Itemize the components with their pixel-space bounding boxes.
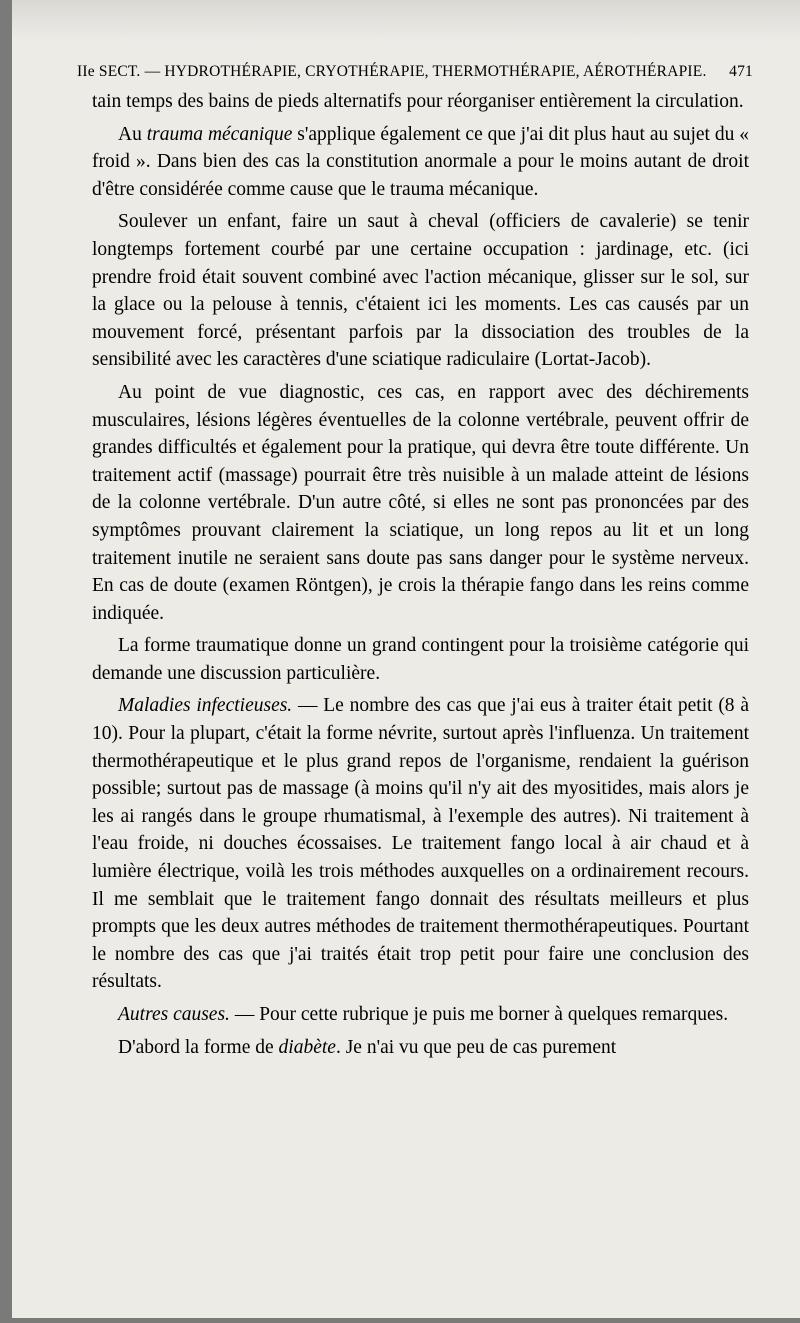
emphasis: trauma mécanique bbox=[146, 123, 293, 145]
emphasis: Autres causes. bbox=[118, 1004, 230, 1025]
paragraph-text: Au bbox=[118, 123, 147, 145]
paragraph bbox=[92, 88, 749, 116]
paragraph bbox=[92, 121, 749, 204]
running-header bbox=[77, 63, 753, 81]
section-title: IIe SECT. — HYDROTHÉRAPIE, CRYOTHÉRAPIE, THERMOTHÉRAPIE, AÉROTHÉRAPIE. bbox=[77, 63, 707, 80]
paragraph bbox=[92, 692, 749, 996]
paragraph-text: Soulever un enfant, faire un saut à cheval (officiers de cavalerie) se tenir longtemps fortement courbé par une certaine occupation : jardinage, etc. (ici prendre froid était souvent combiné avec l'action mécanique, glisser sur le sol, sur la glace ou la pelouse à tennis, c'étaient ici les moments. Les cas causés par un mouvement forcé, présentant parfois par la dissociation des troubles de la sensibilité avec les caractères d'une sciatique radiculaire (Lortat-Jacob). bbox=[92, 211, 749, 371]
page-shadow bbox=[12, 0, 800, 40]
paragraph bbox=[92, 632, 749, 687]
paragraph bbox=[92, 208, 749, 374]
page-number: 471 bbox=[729, 63, 753, 80]
paragraph-text: Au point de vue diagnostic, ces cas, en rapport avec des déchirements musculaires, lésions légères éventuelles de la colonne vertébrale, peuvent offrir de grandes difficultés et également pour la pratique, qui devra être toute différente. Un traitement actif (massage) pourrait être très nuisible à un malade atteint de lésions de la colonne vertébrale. D'un autre côté, si elles ne sont pas prononcées par des symptômes prouvant clairement la sciatique, un long repos au lit et un long traitement inutile ne seraient sans doute pas sans danger pour le système nerveux. En cas de doute (examen Röntgen), je crois la thérapie fango dans les reins comme indiquée. bbox=[92, 381, 749, 624]
paragraph-text: — Le nombre des cas que j'ai eus à traiter était petit (8 à 10). Pour la plupart, c'était la forme névrite, surtout après l'influenza. Un traitement thermothérapeutique et le plus grand repos de l'organisme, rendaient la guérison possible; surtout pas de massage (à moins qu'il n'y ait des myositides, mais alors je les ai rangés dans le groupe rhumatismal, à l'exemple des autres). Ni traitement à l'eau froide, ni douches écossaises. Le traitement fango local à air chaud et à lumière électrique, voilà les trois méthodes auxquelles on a ordinairement recours. Il me semblait que le traitement fango donnait des résultats meilleurs et plus prompts que les deux autres méthodes de traitement thermothérapeutiques. Pourtant le nombre des cas que j'ai traités était trop petit pour faire une conclusion des résultats. bbox=[92, 695, 749, 993]
paragraph-text: s'applique également ce que j'ai dit plus haut au sujet du « froid ». Dans bien des cas la constitution anormale a pour le moins autant de droit d'être considérée comme cause que le trauma mécanique. bbox=[92, 123, 749, 200]
emphasis: Maladies infectieuses. bbox=[118, 695, 293, 717]
body-text bbox=[92, 88, 749, 1066]
emphasis: diabète bbox=[278, 1036, 336, 1058]
paragraph-text: . Je n'ai vu que peu de cas purement bbox=[335, 1036, 617, 1058]
paragraph-text: D'abord la forme de bbox=[118, 1036, 279, 1058]
paragraph-text: La forme traumatique donne un grand contingent pour la troisième catégorie qui demande une discussion particulière. bbox=[92, 635, 749, 684]
paragraph-text: tain temps des bains de pieds alternatifs pour réorganiser entièrement la circulation. bbox=[92, 91, 744, 112]
paragraph bbox=[92, 379, 749, 627]
paragraph bbox=[92, 1034, 749, 1062]
paragraph-text: — Pour cette rubrique je puis me borner à quelques remarques. bbox=[229, 1004, 729, 1025]
paragraph bbox=[92, 1001, 749, 1029]
